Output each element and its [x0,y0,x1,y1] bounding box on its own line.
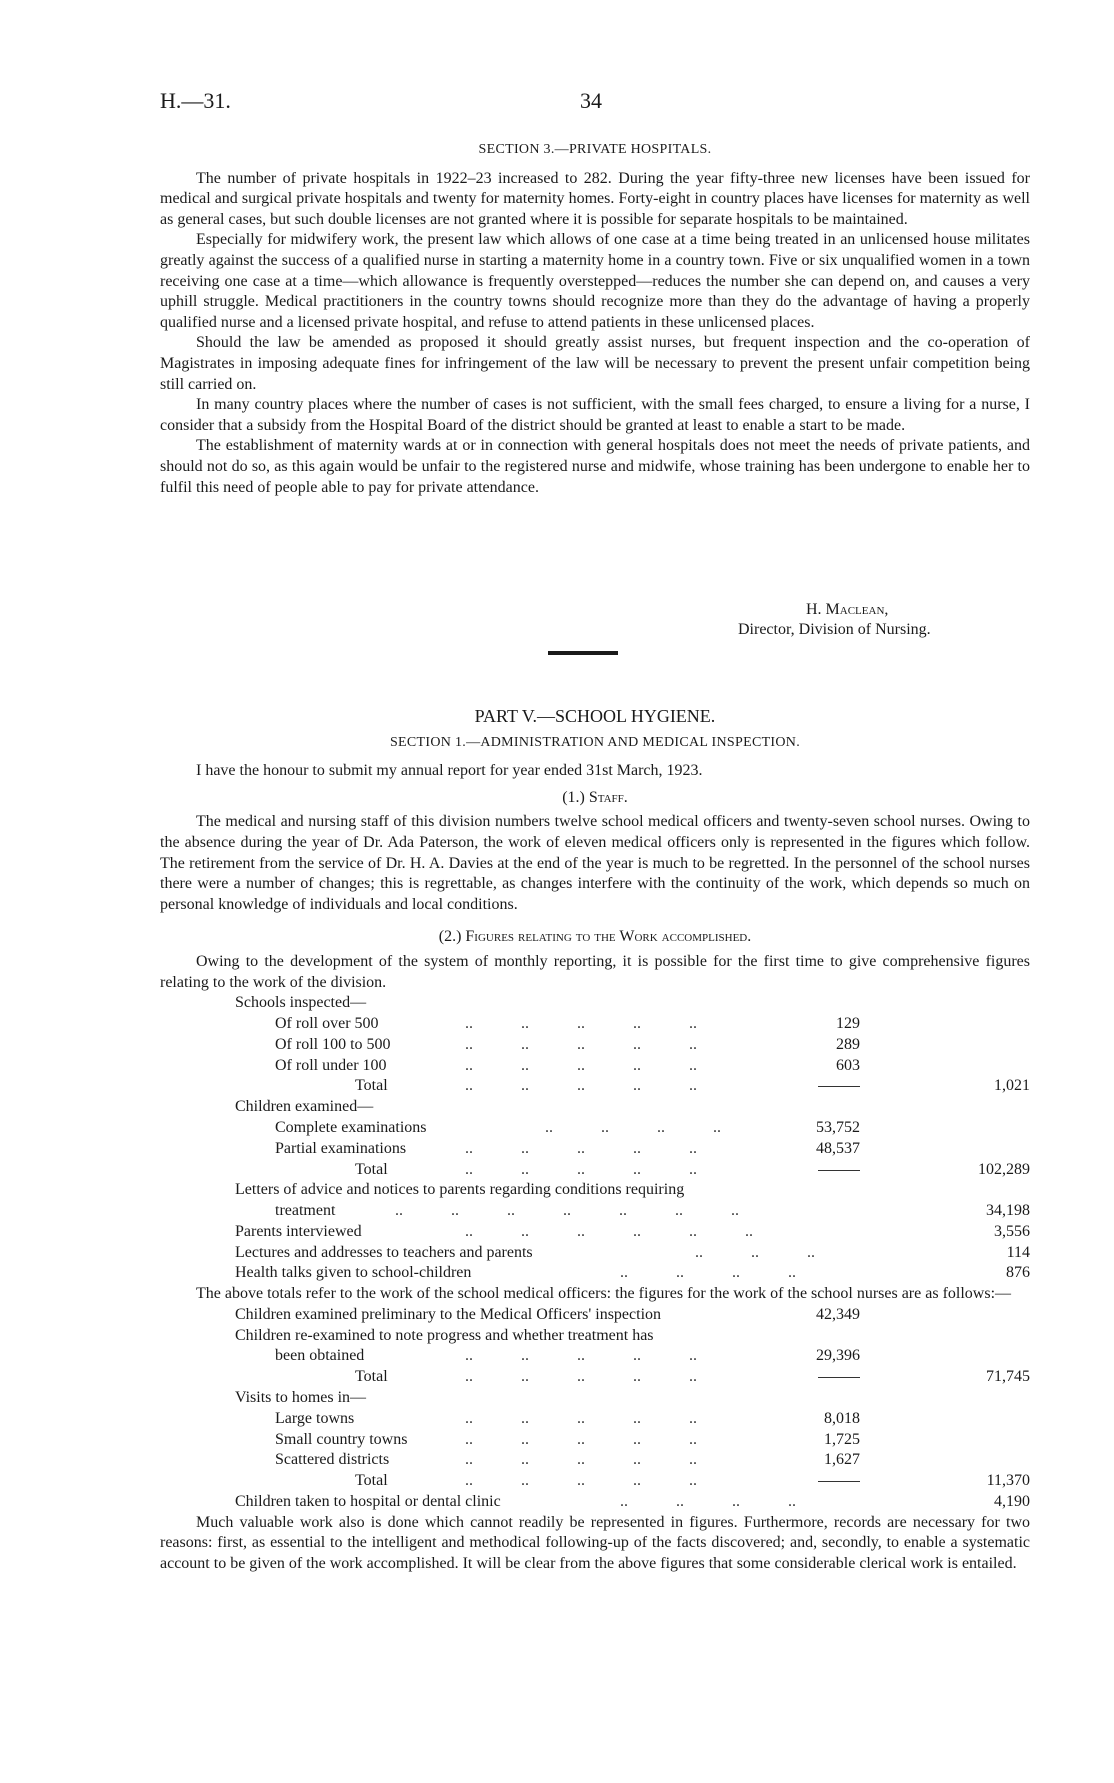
table-row: been obtained .. .. .. .. .. 29,396 [275,1347,860,1365]
total-row: Total .. .. .. .. .. 71,745 [355,1368,1030,1386]
table-row: Partial examinations .. .. .. .. .. 48,537 [275,1139,860,1157]
table-row: Of roll 100 to 500 .. .. .. .. .. 289 [275,1035,860,1053]
total-row: Total .. .. .. .. .. 1,021 [355,1077,1030,1095]
table-row: Scattered districts .. .. .. .. .. 1,627 [275,1451,860,1469]
signature-name: H. Maclean, [806,601,889,618]
table-row: treatment .. .. .. .. .. .. .. 34,198 [275,1202,1030,1220]
total-row: Total .. .. .. .. .. 11,370 [355,1472,1030,1490]
total-row: Total .. .. .. .. .. 102,289 [355,1160,1030,1178]
part-title: PART V.—SCHOOL HYGIENE. [474,706,716,726]
part-school-hygiene [160,706,1030,1575]
intro-paragraph: I have the honour to submit my annual report for year ended 31st March, 1923. [196,762,703,780]
section-title: SECTION 1.—ADMINISTRATION AND MEDICAL INSPECTION. [389,734,801,750]
paragraph: The number of private hospitals in 1922–23 increased to 282. During the year fifty-three new licenses have been issued for medical and surgical private hospitals and twenty for maternity homes. Forty-eight in country places have licenses for maternity as well as general cases, but such double licenses are not granted where it is possible for separate hospitals to be maintained. [160,169,1030,228]
medical-officers-figures [235,993,1030,1284]
section-private-hospitals [160,140,1030,498]
table-row: Of roll over 500 .. .. .. .. .. 129 [275,1014,860,1032]
table-row: Large towns .. .. .. .. .. 8,018 [275,1409,860,1427]
signature-title: Director, Division of Nursing. [738,621,931,638]
children-header: Children examined— [235,1098,374,1116]
section-divider [548,651,618,655]
paragraph: In many country places where the number of cases is not sufficient, with the small fees charged, to ensure a living for a nurse, I consider that a subsidy from the Hospital Board of the district should be granted at least to enable a start to be made. [160,396,1030,434]
table-row: Small country towns .. .. .. .. .. 1,725 [275,1430,860,1448]
table-row: Health talks given to school-children .. .. .. .. 876 [235,1264,1030,1282]
staff-heading: (1.) Staff. [562,788,628,806]
figures-intro: Owing to the development of the system of monthly reporting, it is possible for the first time to give comprehensive figures relating to the work of the division. [160,952,1030,991]
table-row: Complete examinations .. .. .. .. 53,752 [275,1118,860,1136]
page-number: 34 [580,88,602,113]
paragraph: Especially for midwifery work, the present law which allows of one case at a time being treated in an unlicensed house militates greatly against the success of a qualified nurse in starting a maternity home in a country town. Five or six unqualified women in a town receiving one case at a time—which allowance is frequently overstepped—reduces the number she can depend on, and causes a very uphill struggle. Medical practitioners in the country towns should recognize more than they do the advantage of having a properly qualified nurse and a licensed private hospital, and refuse to attend patients in these unlicensed places. [160,231,1030,331]
paragraph: The establishment of maternity wards at or in connection with general hospitals does not meet the needs of private patients, and should not do so, as this again would be unfair to the registered nurse and midwife, whose training has been undergone to enable her to fulfil this need of people able to pay for private attendance. [160,437,1030,496]
letters-label: Letters of advice and notices to parents regarding conditions requiring [235,1181,685,1199]
figures-heading: (2.) Figures relating to the Work accomplished. [438,928,752,946]
nurses-intro: The above totals refer to the work of the school medical officers: the figures for the work of the school nurses are as follows:— [196,1285,1012,1303]
document-reference: H.—31. [160,88,231,113]
section-title: SECTION 3.—PRIVATE HOSPITALS. [478,142,712,157]
paragraph: Should the law be amended as proposed it should greatly assist nurses, but frequent inspection and the co-operation of Magistrates in imposing adequate fines for infringement of the law will be necessary to prevent the present unfair competition being still carried on. [160,334,1030,393]
table-row: Parents interviewed .. .. .. .. .. .. 3,556 [235,1222,1030,1240]
schools-header: Schools inspected— [235,994,367,1012]
table-row: Lectures and addresses to teachers and parents .. .. .. 114 [235,1243,1030,1261]
closing-paragraph: Much valuable work also is done which cannot readily be represented in figures. Furthermore, records are necessary for two reasons: first, as essential to the intelligent and methodical following-up of the facts discovered; and, secondly, to enable a systematic account to be given of the work accomplished. It will be clear from the above figures that some considerable clerical work is entailed. [160,1513,1030,1573]
table-row: Children examined preliminary to the Medical Officers' inspection 42,349 [235,1305,860,1323]
reexam-label: Children re-examined to note progress and whether treatment has [235,1326,654,1344]
table-row: Of roll under 100 .. .. .. .. .. 603 [275,1056,860,1074]
school-nurses-figures [235,1305,1030,1513]
visits-header: Visits to homes in— [235,1389,367,1407]
staff-paragraph: The medical and nursing staff of this division numbers twelve school medical officers and twenty-seven school nurses. Owing to the absence during the year of Dr. Ada Paterson, the work of eleven medical officers only is represented in the figures which follow. The retirement from the service of Dr. H. A. Davies at the end of the year is much to be regretted. In the personnel of the school nurses there were a number of changes; this is regrettable, as changes interfere with the continuity of the work, which depends so much on personal knowledge of individuals and local conditions. [160,813,1030,913]
table-row: Children taken to hospital or dental clinic .. .. .. .. 4,190 [235,1493,1030,1511]
